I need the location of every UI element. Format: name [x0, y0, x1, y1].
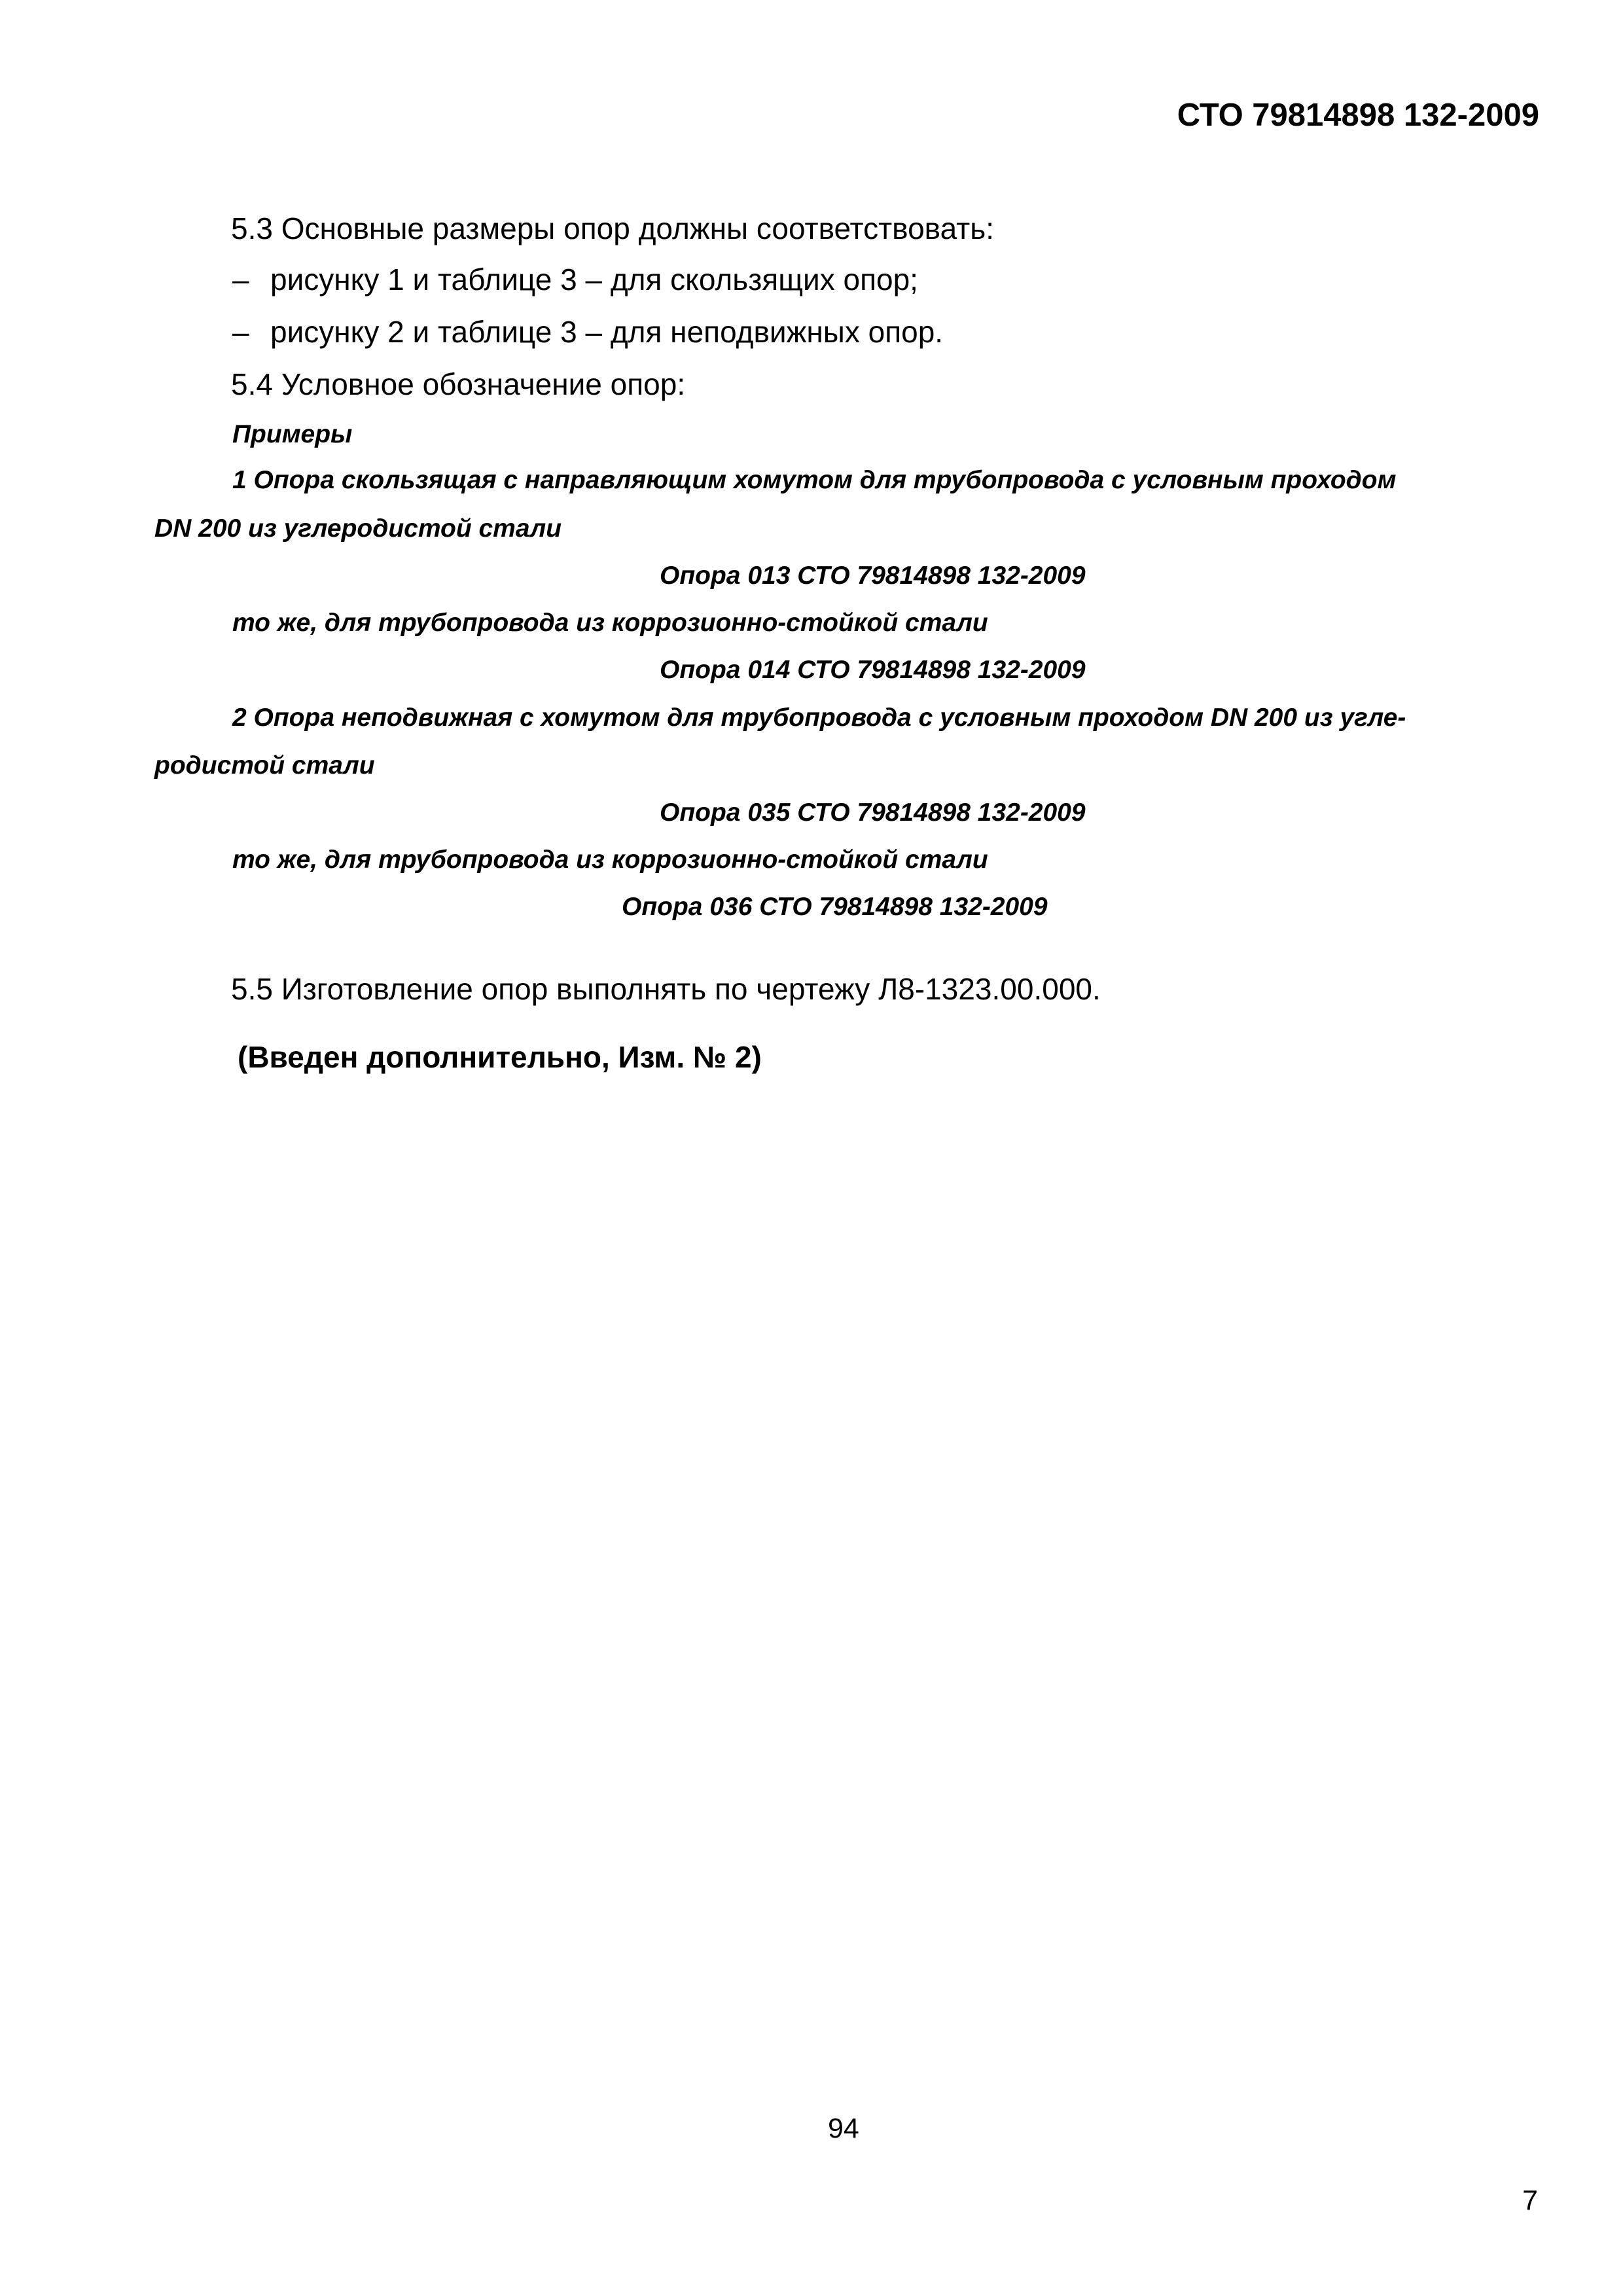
example-2-line2: родистой стали — [154, 751, 375, 780]
document-code: СТО 79814898 132-2009 — [1177, 98, 1539, 133]
bullet-text: рисунку 2 и таблице 3 – для неподвижных опор. — [270, 315, 944, 349]
bullet-item — [232, 314, 943, 350]
page-number-center: 94 — [828, 2113, 859, 2144]
example-2-designation-a: Опора 035 СТО 79814898 132-2009 — [660, 798, 1086, 827]
example-2-same-text: то же, для трубопровода из коррозионно-стойкой стали — [232, 846, 988, 874]
section-5-5-text: 5.5 Изготовление опор выполнять по чертежу Л8-1323.00.000. — [231, 972, 1101, 1006]
bullet-text: рисунку 1 и таблице 3 – для скользящих опор; — [270, 262, 918, 296]
amendment-note: (Введен дополнительно, Изм. № 2) — [238, 1040, 762, 1074]
examples-label: Примеры — [232, 420, 353, 448]
example-1-designation-b: Опора 014 СТО 79814898 132-2009 — [660, 656, 1086, 684]
example-2-designation-b: Опора 036 СТО 79814898 132-2009 — [622, 893, 1048, 921]
dash-marker: – — [232, 315, 249, 349]
example-1-same-text: то же, для трубопровода из коррозионно-стойкой стали — [232, 609, 988, 637]
bullet-item — [232, 262, 918, 297]
example-1-designation-a: Опора 013 СТО 79814898 132-2009 — [660, 562, 1086, 590]
dash-marker: – — [232, 262, 249, 296]
example-1-line1: 1 Опора скользящая с направляющим хомутом для трубопровода с условным проходом — [232, 466, 1397, 494]
page-number-corner: 7 — [1522, 2185, 1538, 2216]
section-5-4-title: 5.4 Условное обозначение опор: — [231, 367, 686, 401]
section-5-3-intro: 5.3 Основные размеры опор должны соответствовать: — [231, 211, 994, 245]
example-1-line2: DN 200 из углеродистой стали — [154, 514, 562, 543]
example-2-line1: 2 Опора неподвижная с хомутом для трубопровода с условным проходом DN 200 из угле- — [232, 704, 1406, 732]
